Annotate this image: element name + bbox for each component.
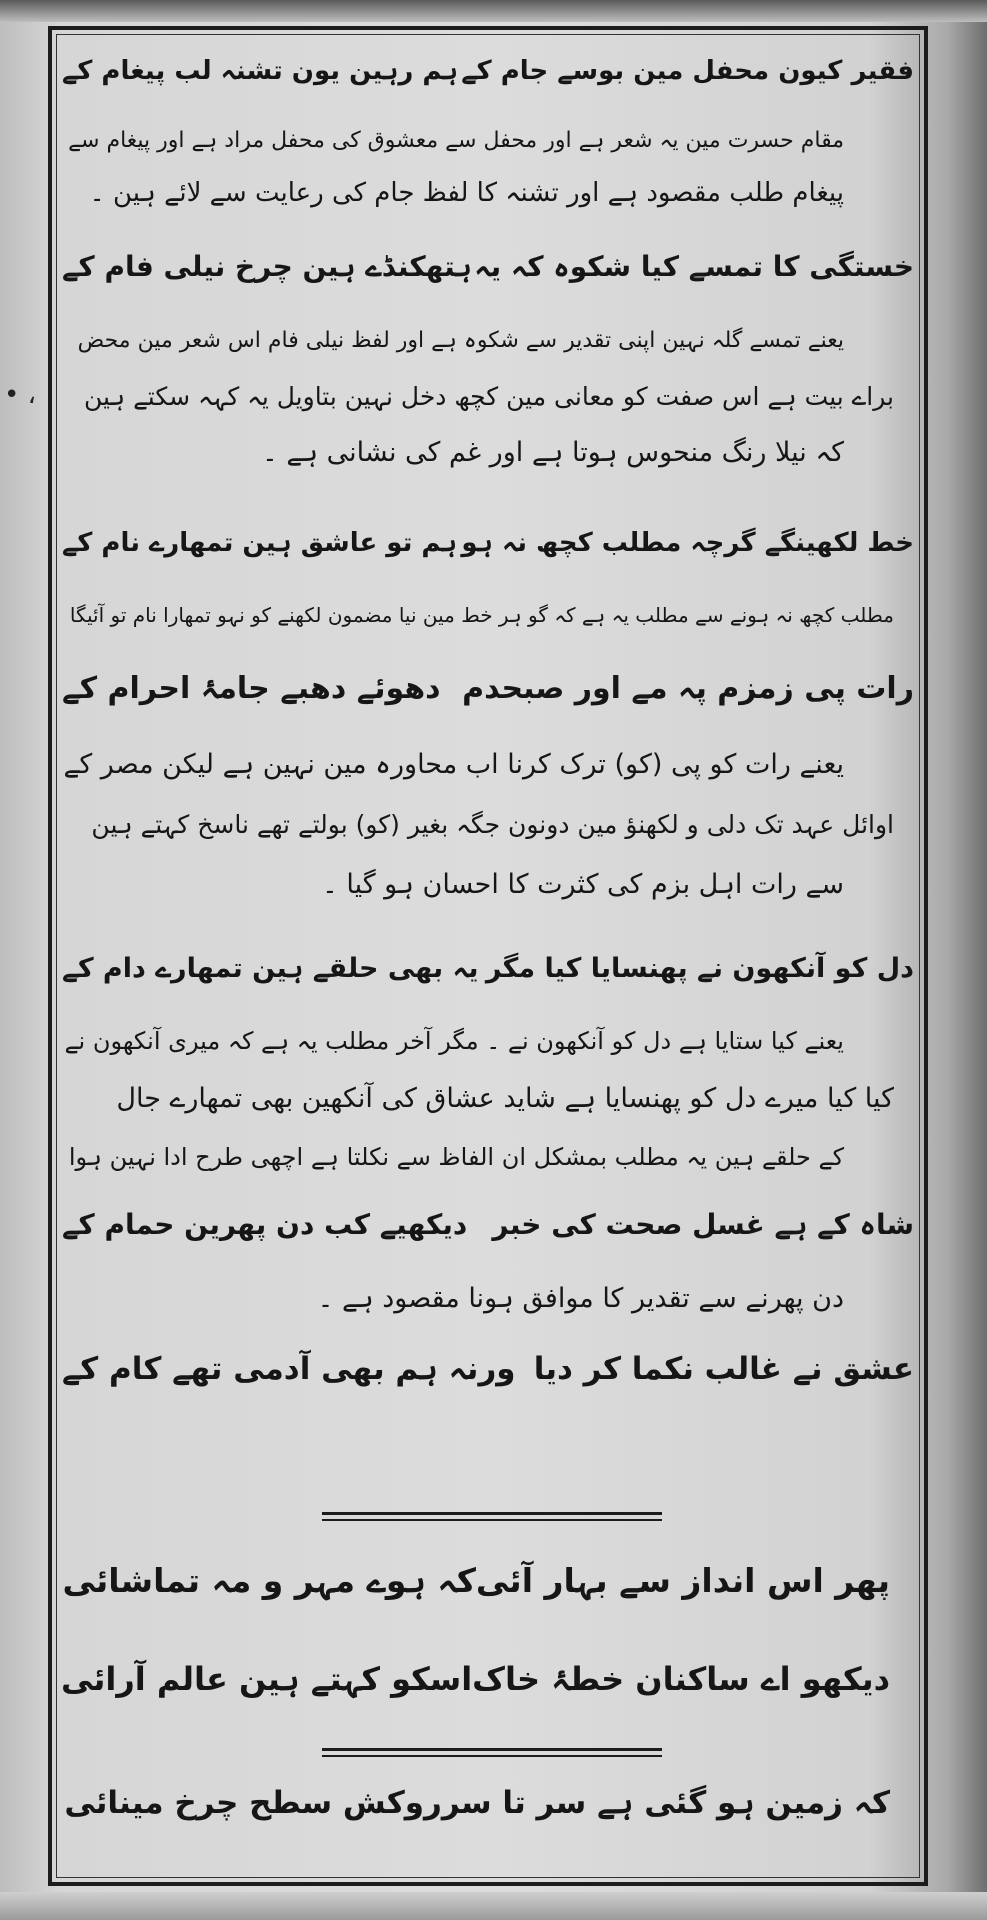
- couplet-5-hemistich-2: یہ بھی حلقے ہین تمھارے دام کے: [62, 953, 479, 984]
- couplet-5-verse: [62, 940, 914, 1002]
- couplet-3-verse: [62, 514, 914, 576]
- couplet-5-gloss-line-1: یعنے کیا ستایا ہے دل کو آنکھون نے ۔ مگر آخر مطلب یہ ہے کہ میری آنکھون نے: [64, 1027, 844, 1055]
- couplet-2-verse: [62, 238, 914, 300]
- next-ghazal-verse-1: [62, 1552, 914, 1614]
- couplet-7-hemistich-1: عشق نے غالب نکما کر دیا: [533, 1351, 914, 1387]
- couplet-1-hemistich-1: فقیر کیون محفل مین بوسے جام کے: [461, 56, 914, 86]
- next-ghazal-verse-3: [62, 1774, 914, 1836]
- page-top-edge: [0, 0, 987, 22]
- couplet-7-hemistich-2: ورنہ ہم بھی آدمی تھے کام کے: [62, 1351, 516, 1387]
- couplet-3-hemistich-1: خط لکھینگے گرچہ مطلب کچھ نہ ہو: [461, 528, 914, 558]
- couplet-4-verse: [62, 660, 914, 722]
- couplet-1-gloss-line-2: پیغام طلب مقصود ہے اور تشنہ کا لفظ جام کی رعایت سے لائے ہین ۔: [89, 178, 844, 208]
- poem-text-block: [62, 36, 914, 1876]
- next-ghazal-verse-3-hemistich-2: روکش سطح چرخ مینائی: [64, 1785, 442, 1821]
- couplet-6-hemistich-2: دیکھیے کب دن پھرین حمام کے: [62, 1208, 468, 1241]
- couplet-2-gloss-line-3: کہ نیلا رنگ منحوس ہوتا ہے اور غم کی نشانی ہے ۔: [261, 437, 844, 468]
- couplet-2-hemistich-2: ہتھکنڈے ہین چرخ نیلی فام کے: [62, 250, 472, 283]
- next-ghazal-verse-2: [62, 1650, 914, 1712]
- couplet-6-gloss-line-1: دن پھرنے سے تقدیر کا موافق ہونا مقصود ہے ۔: [317, 1283, 844, 1314]
- couplet-6-hemistich-1: شاہ کے ہے غسل صحت کی خبر: [492, 1208, 914, 1241]
- couplet-4-hemistich-2: دھوئے دھبے جامۂ احرام کے: [62, 671, 441, 706]
- couplet-4-gloss-line-1: یعنے رات کو پی (کو) ترک کرنا اب محاورہ مین نہین ہے لیکن مصر کے: [63, 749, 844, 780]
- ghazal-divider-top: [322, 1512, 662, 1515]
- couplet-6-verse: [62, 1196, 914, 1258]
- couplet-1-hemistich-2: ہم رہین یون تشنہ لب پیغام کے: [62, 56, 458, 86]
- next-ghazal-verse-1-hemistich-1: پھر اس انداز سے بہار آئی: [475, 1561, 890, 1600]
- couplet-4-hemistich-1: رات پی زمزم پہ مے اور صبحدم: [462, 671, 914, 706]
- couplet-5-gloss-line-3: کے حلقے ہین یہ مطلب بمشکل ان الفاظ سے نکلتا ہے اچھی طرح ادا نہین ہوا: [68, 1143, 844, 1171]
- couplet-3-hemistich-2: ہم تو عاشق ہین تمھارے نام کے: [62, 528, 458, 558]
- page-bottom-edge: [0, 1892, 987, 1920]
- couplet-1-gloss-line-1: مقام حسرت مین یہ شعر ہے اور محفل سے معشوق کی محفل مراد ہے اور پیغام سے: [68, 128, 844, 153]
- next-ghazal-verse-2-hemistich-2: اسکو کہتے ہین عالم آرائی: [60, 1660, 473, 1698]
- couplet-3-gloss-line-1: مطلب کچھ نہ ہونے سے مطلب یہ ہے کہ گو ہر خط مین نیا مضمون لکھنے کو نہو تمھارا نام تو آئیگا: [69, 603, 894, 627]
- couplet-2-gloss-line-2: براے بیت ہے اس صفت کو معانی مین کچھ دخل نہین بتاویل یہ کہہ سکتے ہین: [83, 382, 894, 411]
- margin-mark: • ،: [4, 380, 36, 410]
- couplet-4-gloss-line-2: اوائل عہد تک دلی و لکھنؤ مین دونون جگہ بغیر (کو) بولتے تھے ناسخ کہتے ہین: [91, 810, 894, 839]
- couplet-2-gloss-line-1: یعنے تمسے گلہ نہین اپنی تقدیر سے شکوہ ہے اور لفظ نیلی فام اس شعر مین محض: [77, 328, 844, 353]
- couplet-4-gloss-line-3: سے رات اہل بزم کی کثرت کا احسان ہو گیا ۔: [321, 869, 844, 900]
- couplet-5-hemistich-1: دل کو آنکھون نے پھنسایا کیا مگر: [485, 953, 914, 984]
- ghazal-divider-bottom: [322, 1748, 662, 1751]
- next-ghazal-verse-1-hemistich-2: کہ ہوے مہر و مہ تماشائی: [62, 1561, 476, 1600]
- couplet-1-verse: [62, 42, 914, 104]
- couplet-5-gloss-line-2: کیا کیا میرے دل کو پھنسایا ہے شاید عشاق کی آنکھین بھی تمھارے جال: [116, 1083, 894, 1114]
- next-ghazal-verse-3-hemistich-1: کہ زمین ہو گئی ہے سر تا سر: [441, 1785, 890, 1821]
- couplet-7-verse: [62, 1340, 914, 1402]
- next-ghazal-verse-2-hemistich-1: دیکھو اے ساکنان خطۂ خاک: [472, 1660, 890, 1698]
- couplet-2-hemistich-1: خستگی کا تمسے کیا شکوہ کہ یہ: [474, 250, 914, 283]
